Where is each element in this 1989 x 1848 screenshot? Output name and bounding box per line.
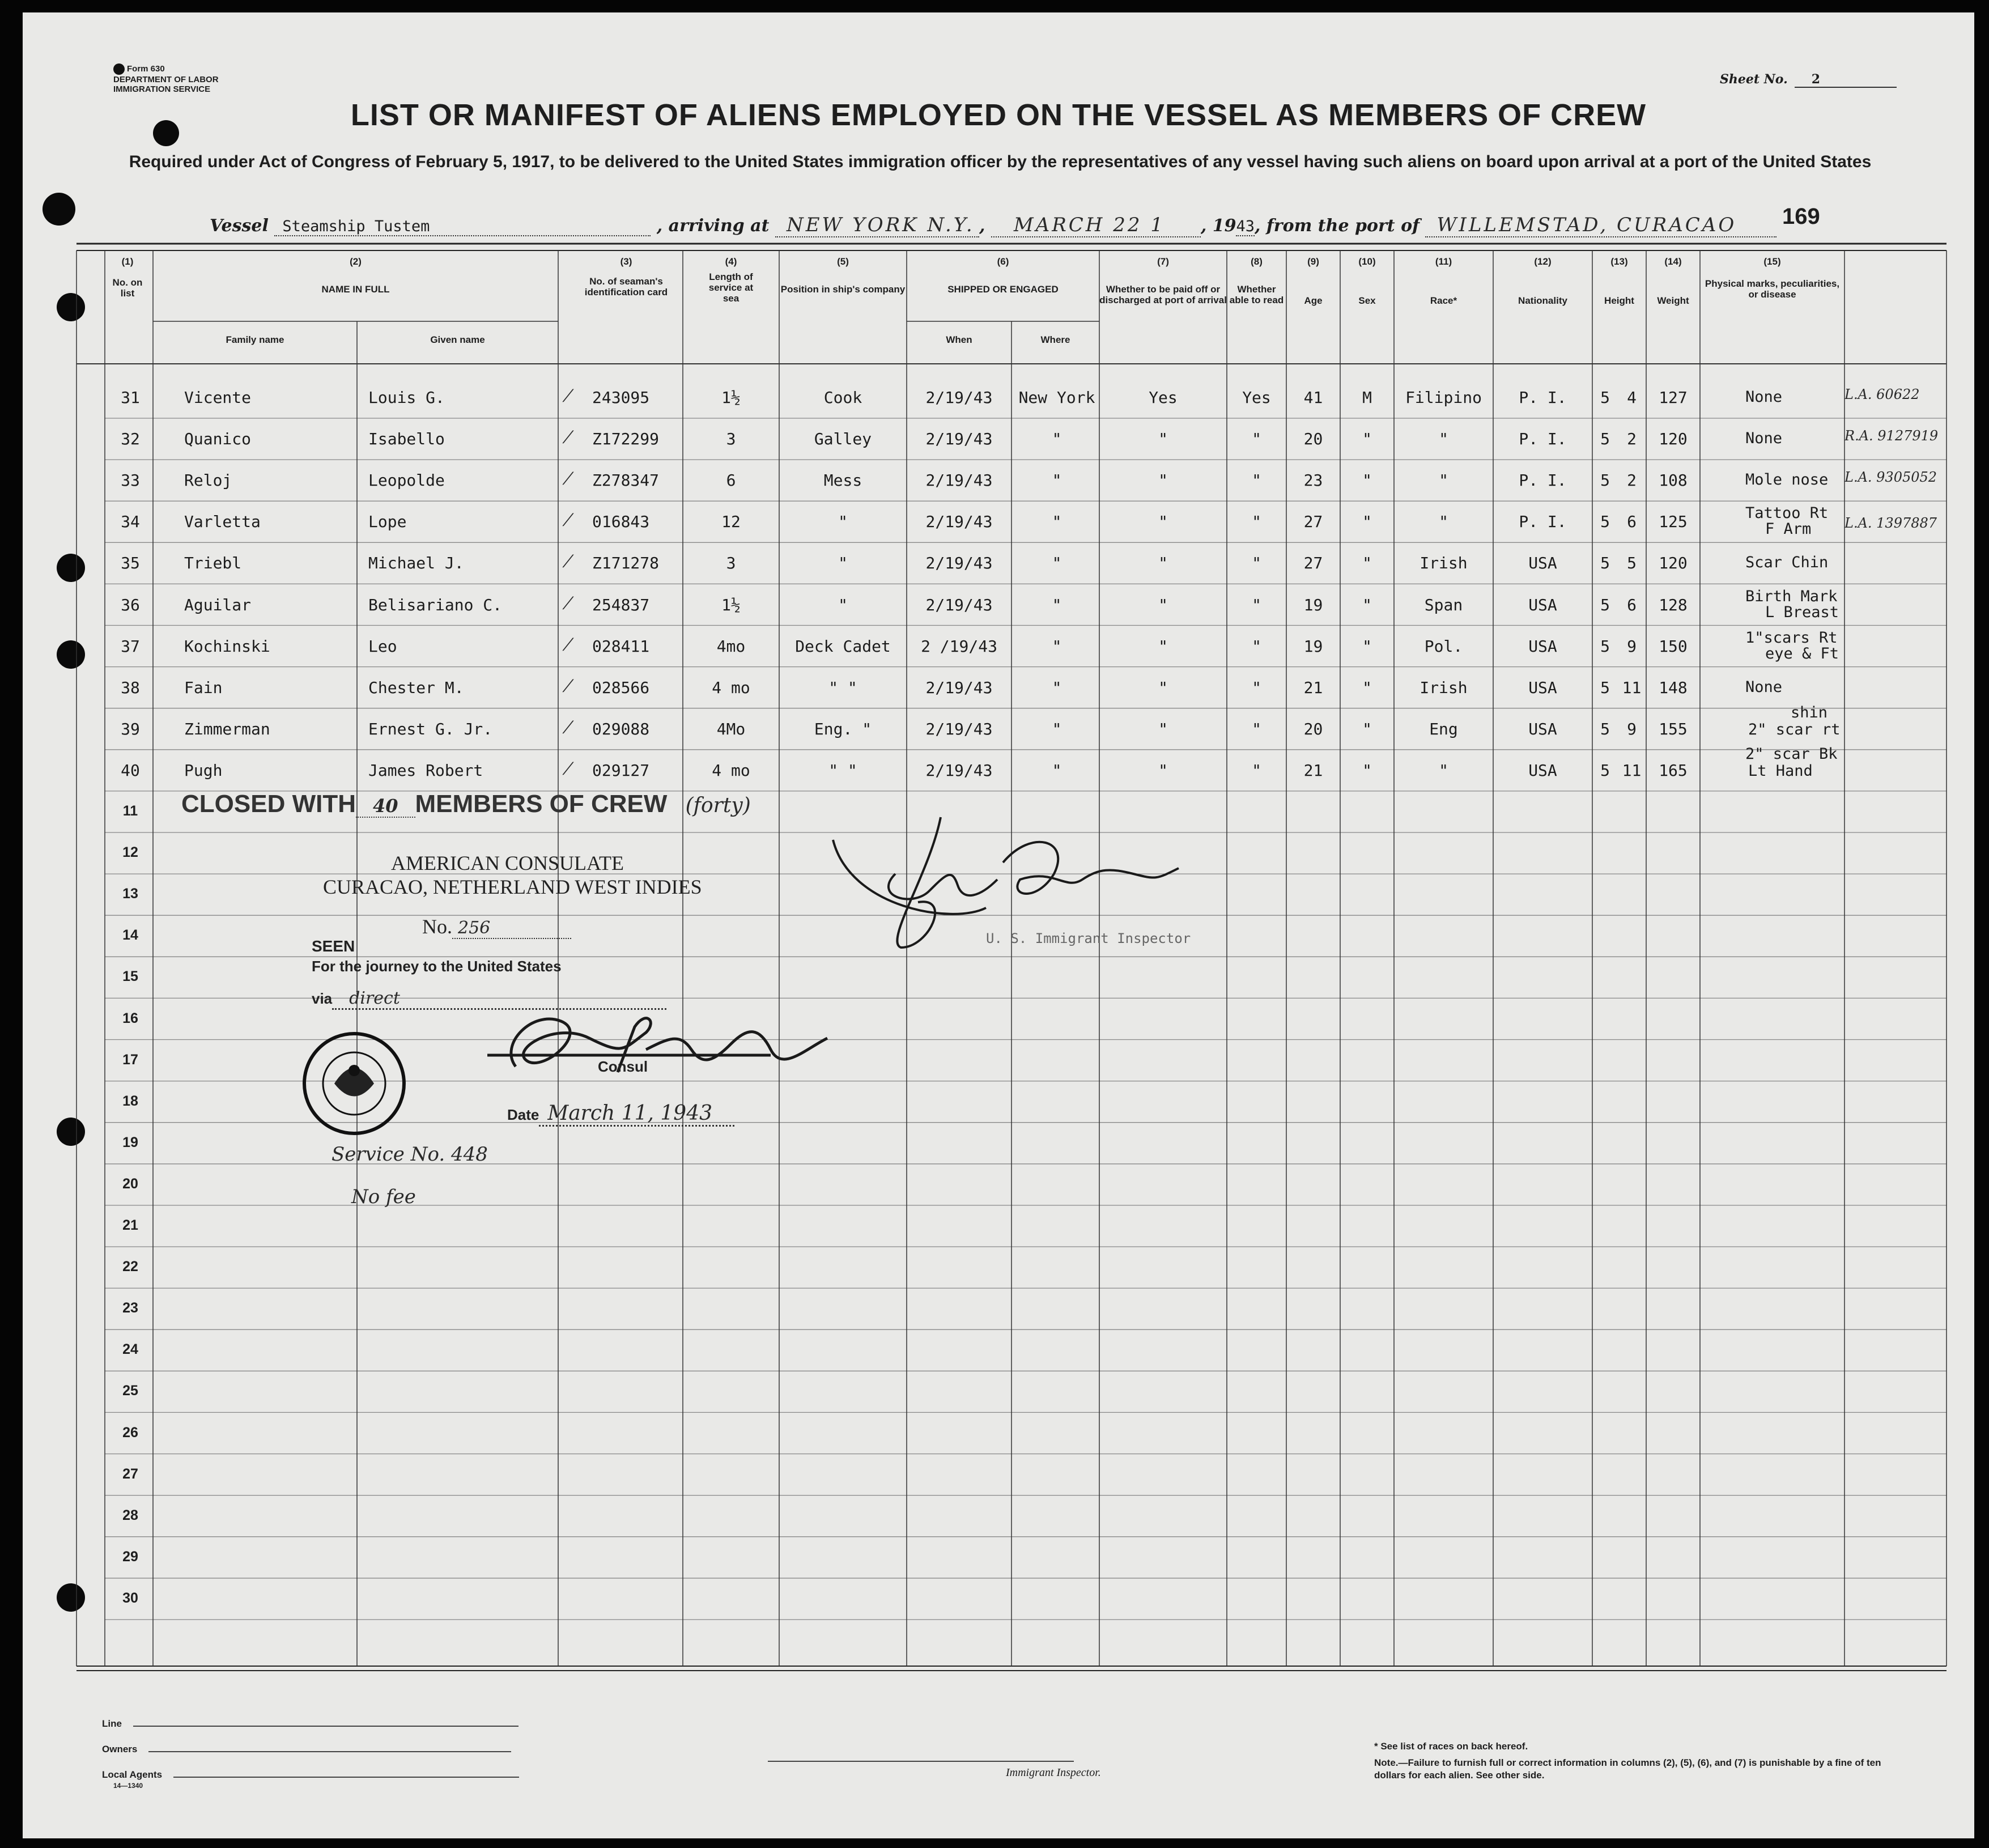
cell-card: Z171278 — [592, 554, 660, 573]
cell-position: Mess — [823, 471, 862, 490]
row-number: 20 — [122, 1175, 138, 1192]
check-mark-icon: ⁄ — [567, 593, 570, 614]
cell-race: Eng — [1429, 719, 1458, 738]
cell-card: 028411 — [592, 636, 650, 656]
col-header-given: Given name — [430, 334, 485, 345]
cell-weight: 165 — [1659, 761, 1688, 780]
cell-position: " — [838, 512, 848, 532]
row-number: 29 — [122, 1548, 138, 1565]
cell-ft: 5 — [1600, 678, 1610, 697]
cell-where: " — [1052, 512, 1062, 532]
cell-marks: 2" scar rt — [1748, 720, 1841, 738]
cell-sex: " — [1362, 512, 1372, 532]
cell-ft: 5 — [1600, 719, 1610, 738]
col-header-when: When — [946, 334, 972, 345]
col-header-family: Family name — [226, 334, 284, 345]
cell-read: " — [1252, 512, 1261, 532]
row-number: 22 — [122, 1259, 138, 1275]
cell-race: " — [1439, 471, 1448, 490]
cell-position: Deck Cadet — [795, 636, 891, 656]
cell-nationality: P. I. — [1519, 471, 1567, 490]
cell-ft: 5 — [1600, 636, 1610, 656]
cell-where: " — [1052, 554, 1062, 573]
cell-sex: " — [1362, 595, 1372, 614]
cell-weight: 120 — [1659, 430, 1688, 449]
handwritten-note: L.A. 1397887 — [1844, 515, 1937, 532]
row-number: 13 — [122, 886, 138, 902]
cell-paid: " — [1158, 430, 1168, 449]
cell-position: Cook — [823, 388, 862, 407]
cell-weight: 108 — [1659, 471, 1688, 490]
port-field: WILLEMSTAD, CURACAO — [1425, 214, 1776, 237]
check-mark-icon: ⁄ — [567, 428, 570, 448]
cell-family: Fain — [184, 678, 223, 697]
cell-family: Kochinski — [184, 636, 270, 656]
cell-paid: " — [1158, 678, 1168, 697]
cell-family: Triebl — [184, 554, 242, 573]
footer-code: 14—1340 — [113, 1782, 143, 1790]
cell-family: Quanico — [184, 430, 252, 449]
cell-marks: F Arm — [1765, 520, 1812, 538]
cell-position: " " — [828, 678, 857, 697]
row-number: 15 — [122, 968, 138, 985]
row-number: 19 — [122, 1134, 138, 1150]
cell-when: 2/19/43 — [925, 471, 993, 490]
check-mark-icon: ⁄ — [567, 759, 570, 779]
check-mark-icon: ⁄ — [567, 469, 570, 490]
inspector-signature-label: Immigrant Inspector. — [1006, 1766, 1101, 1779]
cell-where: " — [1052, 430, 1062, 449]
cell-race: " — [1439, 430, 1448, 449]
cell-sex: " — [1362, 471, 1372, 490]
cell-when: 2/19/43 — [925, 388, 993, 407]
cell-when: 2/19/43 — [925, 512, 993, 532]
cell-no: 34 — [121, 512, 140, 532]
cell-given: Isabello — [368, 430, 445, 449]
row-number: 17 — [122, 1051, 138, 1068]
cell-weight: 148 — [1659, 678, 1688, 697]
cell-age: 27 — [1303, 554, 1323, 573]
cell-nationality: USA — [1528, 719, 1557, 738]
consulate-number: No. 256 — [422, 915, 571, 939]
col-header-position: (5) Position in ship's company — [780, 256, 906, 295]
row-number: 25 — [122, 1383, 138, 1399]
cell-where: " — [1052, 471, 1062, 490]
cell-sex: " — [1362, 678, 1372, 697]
footer-owners: Owners — [102, 1744, 511, 1755]
cell-age: 20 — [1303, 430, 1323, 449]
col-header-paid: (7) Whether to be paid off or discharged at port of arrival — [1099, 256, 1227, 305]
cell-race: Irish — [1420, 678, 1468, 697]
row-number: 12 — [122, 844, 138, 861]
row-number: 14 — [122, 927, 138, 944]
col-header-nationality: (12) Nationality — [1518, 256, 1567, 306]
cell-sex: " — [1362, 554, 1372, 573]
cell-family: Vicente — [184, 388, 252, 407]
cell-age: 21 — [1303, 761, 1323, 780]
cell-sex: " — [1362, 636, 1372, 656]
footer-agents: Local Agents — [102, 1769, 519, 1781]
col-header-name: (2) NAME IN FULL — [321, 256, 390, 295]
cell-card: 029088 — [592, 719, 650, 738]
cell-read: " — [1252, 554, 1261, 573]
cell-race: Span — [1424, 595, 1463, 614]
consulate-name: AMERICAN CONSULATE — [391, 852, 624, 874]
check-mark-icon: ⁄ — [567, 717, 570, 738]
cell-service: 1½ — [721, 595, 741, 614]
cell-read: " — [1252, 761, 1261, 780]
cell-given: Belisariano C. — [368, 595, 503, 614]
cell-age: 21 — [1303, 678, 1323, 697]
cell-read: " — [1252, 430, 1261, 449]
cell-in: 2 — [1627, 430, 1637, 449]
cell-service: 1½ — [721, 388, 741, 407]
consulate-seal — [300, 1030, 408, 1137]
cell-weight: 125 — [1659, 512, 1688, 532]
cell-given: Lope — [368, 512, 407, 532]
cell-ft: 5 — [1600, 471, 1610, 490]
row-number: 28 — [122, 1507, 138, 1523]
cell-position: Eng. " — [814, 719, 872, 738]
check-mark-icon: ⁄ — [567, 552, 570, 572]
cell-age: 19 — [1303, 636, 1323, 656]
cell-given: James Robert — [368, 761, 483, 780]
cell-weight: 120 — [1659, 554, 1688, 573]
handwritten-note: R.A. 9127919 — [1844, 428, 1939, 444]
cell-paid: " — [1158, 719, 1168, 738]
date-field: MARCH 22 1 — [991, 214, 1201, 237]
cell-service: 3 — [726, 430, 736, 449]
cell-where: " — [1052, 761, 1062, 780]
page-subtitle: Required under Act of Congress of February 5, 1917, to be delivered to the United States immigration officer by the representatives of any vessel having such aliens on board upon arrival at a port of the United States — [129, 152, 1872, 171]
cell-read: Yes — [1242, 388, 1271, 407]
cell-read: " — [1252, 595, 1261, 614]
check-mark-icon: ⁄ — [567, 635, 570, 655]
cell-marks: None — [1745, 678, 1783, 696]
cell-family: Pugh — [184, 761, 223, 780]
cell-in: 6 — [1627, 595, 1637, 614]
col-header-height: (13) Height — [1604, 256, 1634, 306]
cell-age: 41 — [1303, 388, 1323, 407]
col-header-card: (3) No. of seaman's identification card — [584, 256, 668, 298]
col-header-marks: (15) Physical marks, peculiarities, or disease — [1705, 256, 1840, 300]
cell-given: Chester M. — [368, 678, 464, 697]
row-number: 16 — [122, 1010, 138, 1026]
cell-service: 4 mo — [712, 761, 750, 780]
cell-no: 35 — [121, 554, 140, 573]
cell-no: 38 — [121, 678, 140, 697]
consulate-location: CURACAO, NETHERLAND WEST INDIES — [323, 876, 702, 898]
cell-nationality: P. I. — [1519, 430, 1567, 449]
cell-marks: Tattoo Rt — [1745, 504, 1829, 522]
races-note: * See list of races on back hereof. — [1374, 1741, 1528, 1752]
cell-sex: " — [1362, 430, 1372, 449]
cell-in: 9 — [1627, 636, 1637, 656]
cell-when: 2/19/43 — [925, 554, 993, 573]
manifest-sheet — [23, 12, 1974, 1838]
cell-sex: M — [1362, 388, 1372, 407]
cell-no: 32 — [121, 430, 140, 449]
closing-statement: CLOSED WITH 40 MEMBERS OF CREW (forty) — [181, 790, 751, 818]
col-header-no: (1) No. on list — [112, 256, 143, 299]
cell-marks: Lt Hand — [1748, 762, 1813, 780]
cell-card: 016843 — [592, 512, 650, 532]
cell-age: 20 — [1303, 719, 1323, 738]
col-header-age: (9) Age — [1304, 256, 1323, 306]
cell-position: " — [838, 595, 848, 614]
cell-when: 2/19/43 — [925, 761, 993, 780]
cell-marks: 1"scars Rt — [1745, 628, 1838, 647]
cell-in: 4 — [1627, 388, 1637, 407]
cell-nationality: USA — [1528, 595, 1557, 614]
via-line: via direct — [312, 988, 666, 1010]
row-number: 27 — [122, 1465, 138, 1482]
cell-read: " — [1252, 471, 1261, 490]
row-number: 23 — [122, 1300, 138, 1316]
inspector-label: U. S. Immigrant Inspector — [986, 931, 1191, 946]
journey-label: For the journey to the United States — [312, 958, 562, 975]
cell-service: 6 — [726, 471, 736, 490]
cell-in: 2 — [1627, 471, 1637, 490]
cell-position: Galley — [814, 430, 872, 449]
voyage-line: Vessel Steamship Tustem , arriving at NEW YORK N.Y. , MARCH 22 1 , 1943, from the port of WILLEMSTAD, CURACAO — [210, 214, 1776, 237]
cell-service: 4 mo — [712, 678, 750, 697]
cell-position: " — [838, 554, 848, 573]
row-number: 11 — [122, 803, 138, 819]
cell-race: Filipino — [1405, 388, 1482, 407]
row-number: 30 — [122, 1590, 138, 1606]
cell-read: " — [1252, 719, 1261, 738]
footer-note: Note.—Failure to furnish full or correct information in columns (2), (5), (6), and (7) is punishable by a fine of ten dollars for each alien. See other side. — [1374, 1757, 1881, 1781]
check-mark-icon: ⁄ — [567, 386, 570, 406]
cell-race: Irish — [1420, 554, 1468, 573]
cell-no: 37 — [121, 636, 140, 656]
cell-in: 9 — [1627, 719, 1637, 738]
cell-no: 33 — [121, 471, 140, 490]
cell-card: 243095 — [592, 388, 650, 407]
cell-nationality: USA — [1528, 636, 1557, 656]
cell-paid: " — [1158, 595, 1168, 614]
cell-ft: 5 — [1600, 388, 1610, 407]
handwritten-note: L.A. 60622 — [1844, 386, 1920, 402]
footer-line: Line — [102, 1718, 518, 1730]
row-number: 26 — [122, 1424, 138, 1441]
fee-note: No fee — [351, 1186, 416, 1208]
cell-when: 2/19/43 — [925, 430, 993, 449]
col-header-race: (11) Race* — [1430, 256, 1457, 306]
cell-age: 19 — [1303, 595, 1323, 614]
cell-age: 23 — [1303, 471, 1323, 490]
cell-no: 31 — [121, 388, 140, 407]
cell-ft: 5 — [1600, 761, 1610, 780]
cell-service: 12 — [721, 512, 741, 532]
cell-where: " — [1052, 719, 1062, 738]
cell-marks: None — [1745, 388, 1783, 406]
cell-in: 5 — [1627, 554, 1637, 573]
cell-when: 2/19/43 — [925, 595, 993, 614]
cell-position: " " — [828, 761, 857, 780]
col-header-shipped: (6) SHIPPED OR ENGAGED — [947, 256, 1059, 295]
cell-marks: Birth Mark — [1745, 587, 1838, 605]
cell-marks: L Breast — [1765, 603, 1839, 621]
cell-given: Leopolde — [368, 471, 445, 490]
cell-family: Aguilar — [184, 595, 252, 614]
cell-marks: eye & Ft — [1765, 644, 1839, 662]
col-header-service: (4) Length of service at sea — [708, 256, 754, 304]
cell-in: 6 — [1627, 512, 1637, 532]
col-header-weight: (14) Weight — [1657, 256, 1689, 306]
cell-sex: " — [1362, 719, 1372, 738]
cell-nationality: P. I. — [1519, 512, 1567, 532]
cell-nationality: USA — [1528, 554, 1557, 573]
cell-paid: " — [1158, 471, 1168, 490]
cell-when: 2/19/43 — [925, 719, 993, 738]
consul-title: Consul — [598, 1058, 648, 1075]
cell-paid: " — [1158, 636, 1168, 656]
cell-service: 4Mo — [716, 719, 746, 738]
handwritten-note: L.A. 9305052 — [1844, 469, 1937, 486]
col-header-read: (8) Whether able to read — [1229, 256, 1284, 305]
consul-date: Date March 11, 1943 — [507, 1102, 734, 1127]
cell-marks: Scar Chin — [1745, 554, 1829, 572]
cell-card: Z172299 — [592, 430, 660, 449]
cell-nationality: USA — [1528, 678, 1557, 697]
cell-nationality: P. I. — [1519, 388, 1567, 407]
row-number: 21 — [122, 1217, 138, 1233]
vessel-field: Steamship Tustem — [274, 218, 651, 236]
cell-weight: 127 — [1659, 388, 1688, 407]
row-number: 18 — [122, 1093, 138, 1109]
arriving-field: NEW YORK N.Y. — [775, 214, 979, 237]
cell-no: 40 — [121, 761, 140, 780]
cell-nationality: USA — [1528, 761, 1557, 780]
page-title: LIST OR MANIFEST OF ALIENS EMPLOYED ON THE VESSEL AS MEMBERS OF CREW — [350, 98, 1647, 132]
cell-read: " — [1252, 678, 1261, 697]
cell-where: " — [1052, 636, 1062, 656]
cell-race: " — [1439, 761, 1448, 780]
cell-weight: 128 — [1659, 595, 1688, 614]
cell-ft: 5 — [1600, 595, 1610, 614]
cell-race: " — [1439, 512, 1448, 532]
cell-family: Zimmerman — [184, 719, 270, 738]
cell-service: 3 — [726, 554, 736, 573]
cell-no: 36 — [121, 595, 140, 614]
cell-paid: Yes — [1149, 388, 1178, 407]
cell-in: 11 — [1622, 761, 1642, 780]
cell-given: Ernest G. Jr. — [368, 719, 493, 738]
cell-family: Reloj — [184, 471, 232, 490]
cell-marks: 2" scar Bk — [1745, 745, 1838, 763]
cell-given: Leo — [368, 636, 397, 656]
cell-family: Varletta — [184, 512, 261, 532]
cell-where: New York — [1018, 388, 1095, 407]
cell-in: 11 — [1622, 678, 1642, 697]
check-mark-icon: ⁄ — [567, 511, 570, 531]
sheet-number: Sheet No. 2 — [1720, 72, 1897, 88]
col-header-sex: (10) Sex — [1358, 256, 1376, 306]
service-number: Service No. 448 — [332, 1143, 488, 1166]
cell-paid: " — [1158, 761, 1168, 780]
cell-marks: shin — [1791, 703, 1828, 721]
cell-weight: 150 — [1659, 636, 1688, 656]
row-number: 24 — [122, 1341, 138, 1358]
year-field: 43 — [1236, 218, 1255, 235]
cell-card: 254837 — [592, 595, 650, 614]
cell-given: Michael J. — [368, 554, 464, 573]
check-mark-icon: ⁄ — [567, 676, 570, 696]
cell-given: Louis G. — [368, 388, 445, 407]
cell-service: 4mo — [716, 636, 746, 656]
manifest-number: 169 — [1782, 204, 1820, 229]
cell-read: " — [1252, 636, 1261, 656]
cell-marks: None — [1745, 430, 1783, 448]
cell-card: 029127 — [592, 761, 650, 780]
consul-signature — [476, 987, 907, 1095]
cell-race: Pol. — [1424, 636, 1463, 656]
cell-where: " — [1052, 595, 1062, 614]
cell-no: 39 — [121, 719, 140, 738]
cell-weight: 155 — [1659, 719, 1688, 738]
cell-card: Z278347 — [592, 471, 660, 490]
cell-ft: 5 — [1600, 554, 1610, 573]
cell-sex: " — [1362, 761, 1372, 780]
cell-paid: " — [1158, 512, 1168, 532]
cell-when: 2/19/43 — [925, 678, 993, 697]
cell-ft: 5 — [1600, 512, 1610, 532]
col-header-where: Where — [1040, 334, 1070, 345]
cell-age: 27 — [1303, 512, 1323, 532]
form-number: Form 630 DEPARTMENT OF LABOR IMMIGRATION SERVICE — [113, 63, 219, 94]
cell-marks: Mole nose — [1745, 471, 1829, 489]
seen-label: SEEN — [312, 937, 355, 955]
cell-ft: 5 — [1600, 430, 1610, 449]
cell-when: 2 /19/43 — [921, 636, 997, 656]
cell-where: " — [1052, 678, 1062, 697]
cell-card: 028566 — [592, 678, 650, 697]
cell-paid: " — [1158, 554, 1168, 573]
